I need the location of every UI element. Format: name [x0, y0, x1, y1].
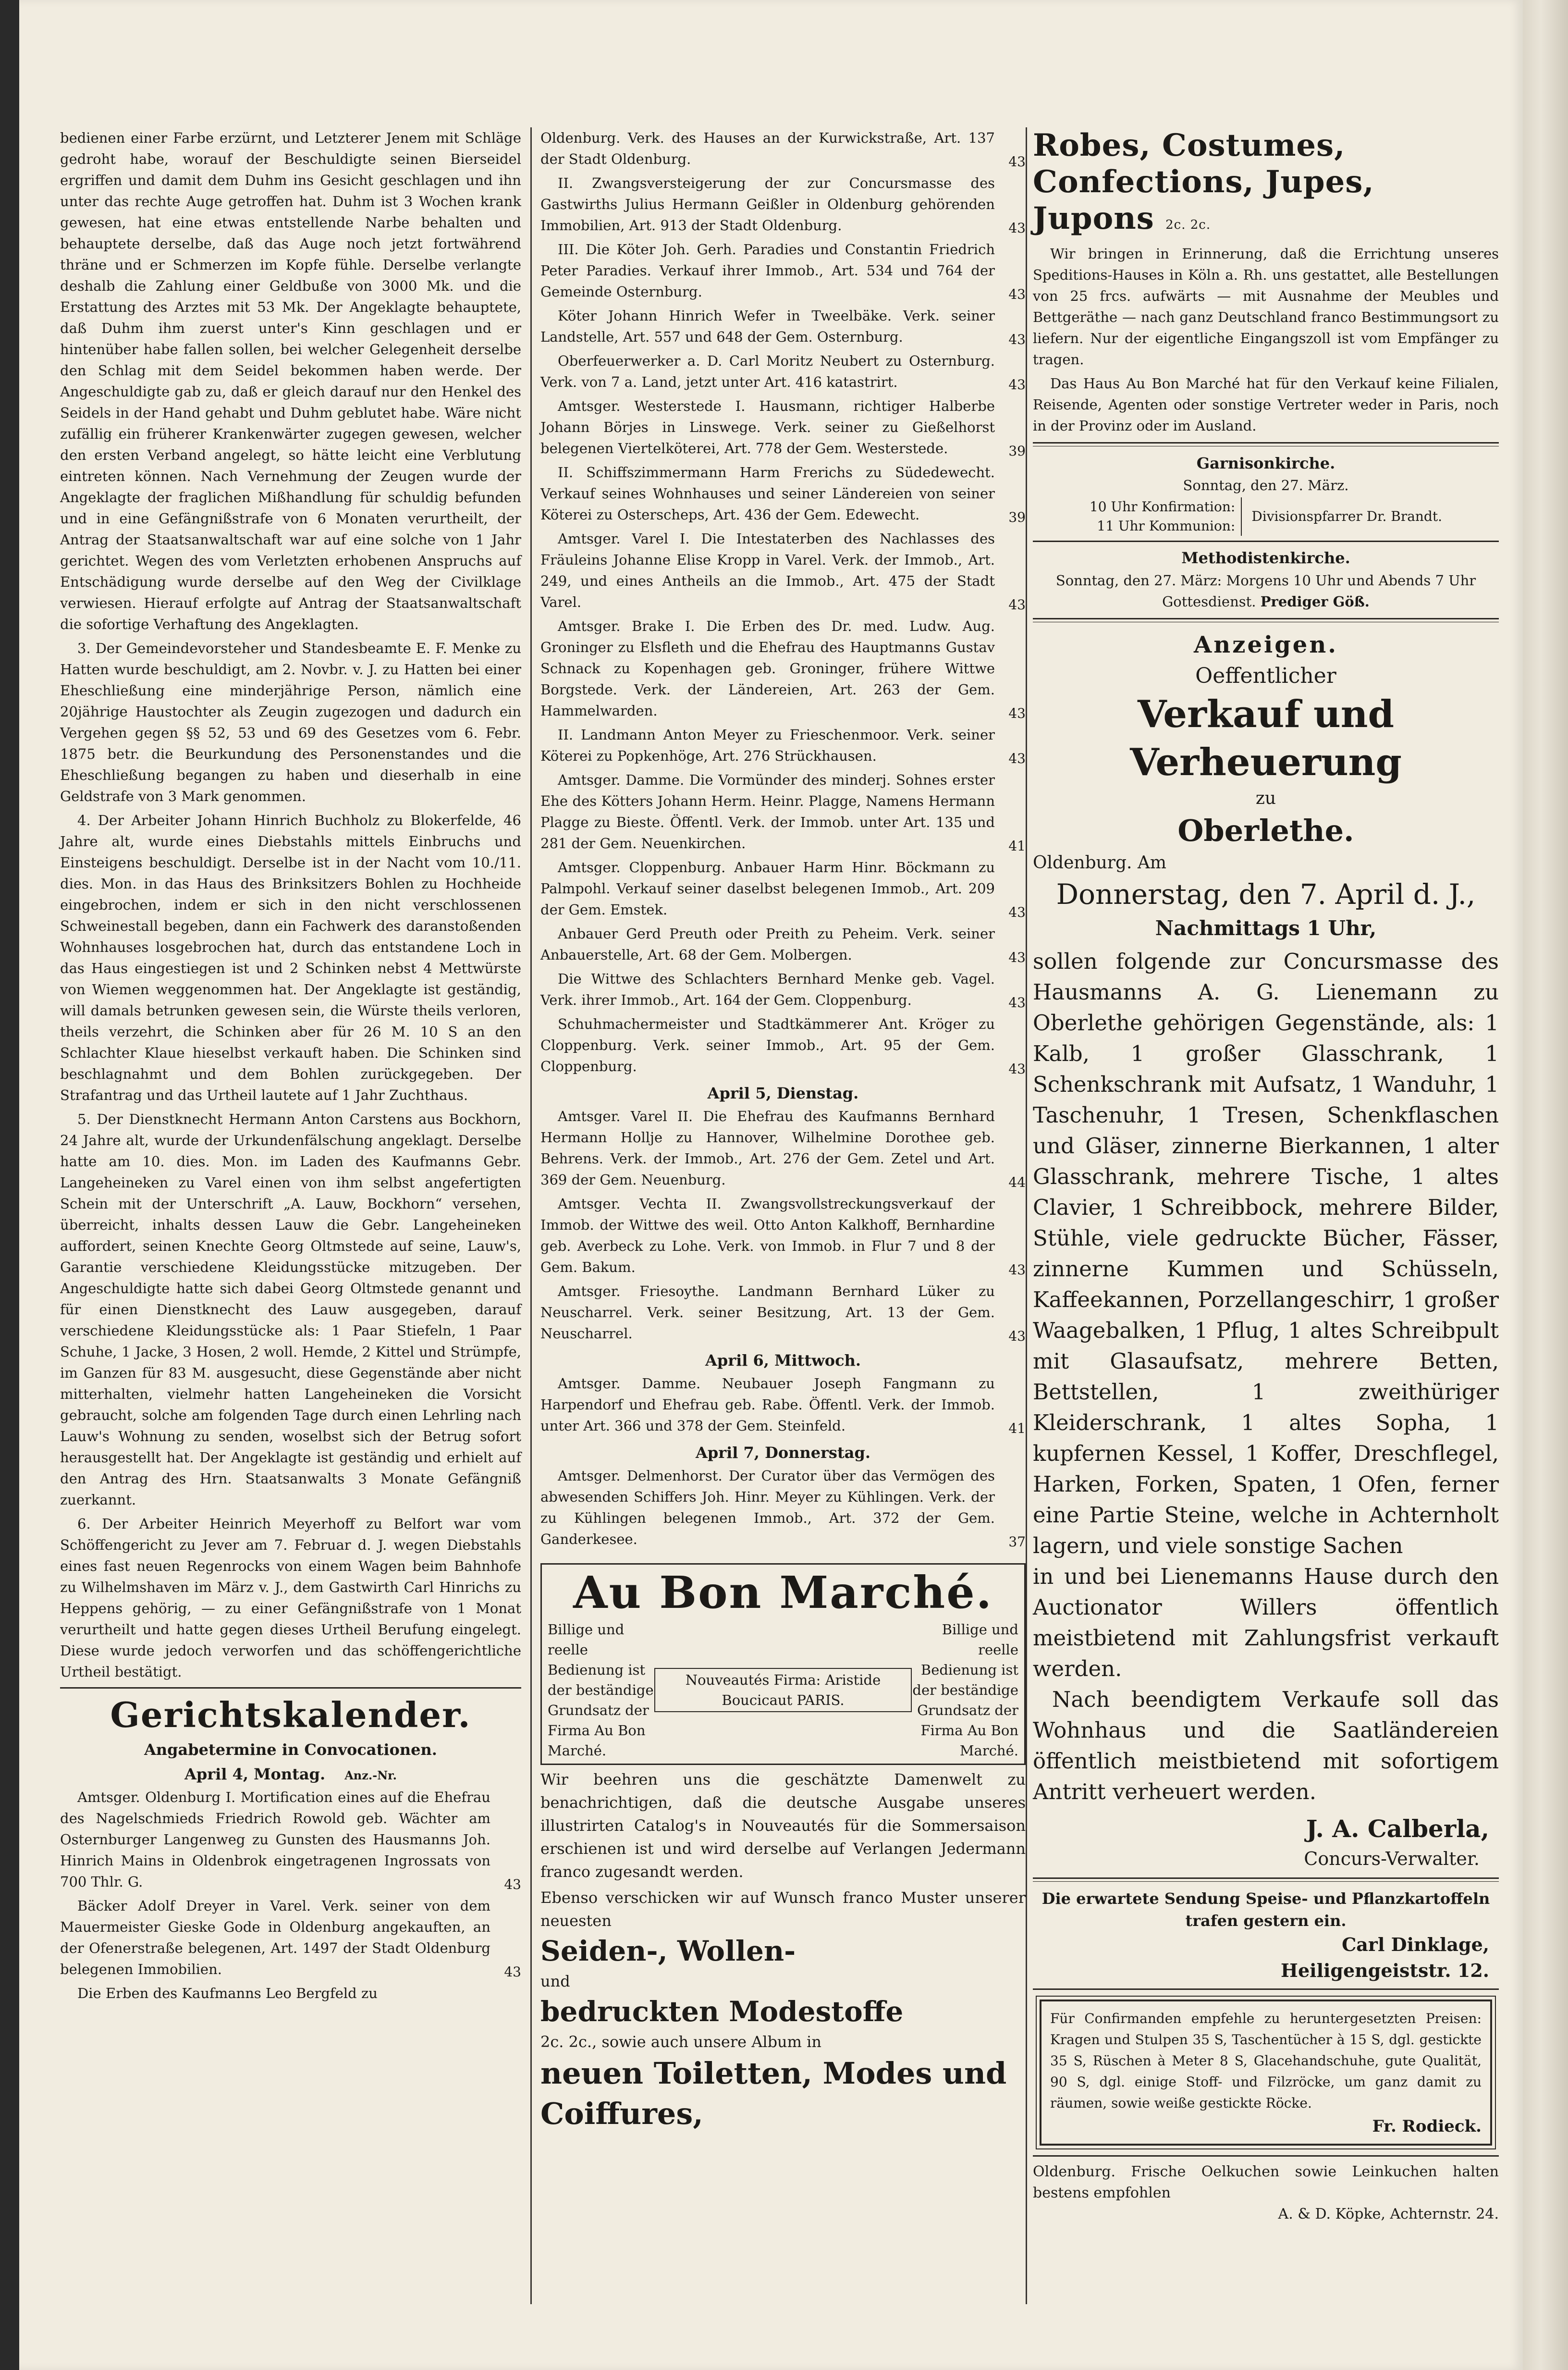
calendar-entry: Amtsger. Damme. Neubauer Joseph Fangmann zu Harpendorf und Ehefrau geb. Rabe. Öffentl. Verk. der Immob. unter Art. 366 und 378 der Gem. Steinfeld. — [540, 1375, 995, 1434]
divider — [1033, 2155, 1499, 2157]
divider — [1033, 618, 1499, 622]
calendar-entry: Amtsger. Varel II. Die Ehefrau des Kaufmanns Bernhard Hermann Hollje zu Hannover, Wilhelmine Dorothee geb. Behrens. Verk. der Immob., Art. 276 der Gem. Zetel und Art. 369 der Gem. Neuenburg. — [540, 1108, 995, 1188]
day-heading: April 5, Dienstag. — [707, 1084, 859, 1102]
calendar-entry: III. Die Köter Joh. Gerh. Paradies und Constantin Friedrich Peter Paradies. Verkauf ihrer Immob., Art. 534 und 764 der Gemeinde Osternburg. — [540, 241, 995, 300]
calendar-entry: Schuhmachermeister und Stadtkämmerer Ant. Kröger zu Cloppenburg. Verk. seiner Immob., Art. 95 der Gem. Cloppenburg. — [540, 1016, 995, 1074]
robes-advert-title — [1033, 127, 1499, 243]
auction-city: Oldenburg. Am — [1033, 853, 1167, 873]
oilcake-advert-text: Oldenburg. Frische Oelkuchen sowie Leinkuchen halten bestens empfohlen — [1033, 2163, 1499, 2201]
calendar-entry-row — [540, 724, 1026, 769]
court-report-paragraph: 4. Der Arbeiter Johann Hinrich Buchholz zu Blokerfelde, 46 Jahre alt, wurde eines Diebstahls mittels Einbruchs und Einsteigens beschuldigt. Derselbe ist in der Nacht vom 10./11. dies. Mon. in das Haus des Brinksitzers Bohlen zu Hochheide eingebrochen, indem er sich in den nicht verschlossenen Schweinestall begeben, dann ein Fachwerk des daranstoßenden Wohnhauses losgebrochen hat, durch das entstandene Loch in das Haus eingestiegen ist und 2 Schinken nebst 4 Mettwürste von Wiemen weggenommen hat. Der Angeklagte ist geständig, will damals betrunken gewesen sein, die Würste theils verloren, theils verzehrt, die Schinken aber für 26 M. 10 S an den Schlachter Klaue hieselbst verkauft haben. Die Schinken sind beschlagnahmt und dem Bohlen zurückgegeben. Der Strafantrag und das Urtheil lautete auf 1 Jahr Zuchthaus. — [60, 812, 521, 1103]
auction-body: sollen folgende zur Concursmasse des Hausmanns A. G. Lienemann zu Oberlethe gehörigen Gegenstände, als: 1 Kalb, 1 großer Glasschrank, 1 Schenkschrank mit Aufsatz, 1 Wanduhr, 1 Taschenuhr, 1 Tresen, Schenkflaschen und Gläser, zinnerne Bierkannen, 1 alter Glasschrank, mehrere Tische, 1 altes Clavier, 1 Schreibbock, mehrere Bilder, Stühle, viele gedruckte Bücher, Fässer, zinnerne Kummen und Schüsseln, Kaffeekannen, Porzellangeschirr, 1 großer Waagebalken, 1 Pflug, 1 altes Schreibpult mit Glasaufsatz, mehrere Betten, Bettstellen, 1 zweithüriger Kleiderschrank, 1 altes Sopha, 1 kupfernen Kessel, 1 Koffer, Dreschflegel, Harken, Forken, Spaten, 1 Ofen, ferner eine Partie Steine, welche in Achternholt lagern, und viele sonstige Sachen — [1033, 949, 1499, 1558]
court-report-paragraph: 3. Der Gemeindevorsteher und Standesbeamte E. F. Menke zu Hatten wurde beschuldigt, am 2. Novbr. v. J. zu Hatten bei einer Eheschließung eine minderjährige Person, nämlich eine 20jährige Haustochter als Zeugin zugezogen und dadurch ein Vergehen gegen §§ 52, 53 und 69 des Gesetzes vom 6. Febr. 1875 betr. die Beurkundung des Personenstandes und die Eheschließung begangen zu haben und dieserhalb in eine Geldstrafe von 3 Mark genommen. — [60, 640, 521, 804]
robes-etc: 2c. 2c. — [1165, 218, 1211, 232]
calendar-entry-row — [540, 350, 1026, 395]
entry-number: 43 — [1008, 995, 1026, 1011]
divider — [1033, 1988, 1499, 1990]
newspaper-page — [19, 0, 1523, 2370]
entry-number: 43 — [1008, 154, 1026, 170]
advert-highlight: neuen Toiletten, Modes und Coiffures, — [540, 2056, 1007, 2131]
day-heading: April 4, Montag. — [184, 1765, 326, 1783]
church-schedule-text — [1033, 570, 1499, 612]
confirmation-advert-text: Für Confirmanden empfehle zu heruntergesetzten Preisen: Kragen und Stulpen 35 S, Taschentücher à 15 S, dgl. gestickte 35 S, Rüschen à Meter 8 S, Glacehandschuhe, gute Qualität, 90 S, dgl. einige Stoff- und Filzröcke, um ganz damit zu räumen, sowie weiße gestickte Röcke. — [1050, 2011, 1482, 2111]
entry-number: 43 — [1008, 220, 1026, 236]
calendar-entry-row — [540, 1281, 1026, 1347]
entry-number: 39 — [1008, 509, 1026, 525]
advert-title: Au Bon Marché. — [573, 1567, 993, 1618]
entry-number: 41 — [1008, 1420, 1026, 1436]
auction-body: in und bei Lienemanns Hause durch den Auctionator Willers öffentlich meistbietend mit Zahlungsfrist verkauft werden. — [1033, 1564, 1499, 1681]
entry-number: 43 — [1008, 950, 1026, 965]
potato-advert-text: Die erwartete Sendung Speise- und Pflanzkartoffeln trafen gestern ein. — [1041, 1889, 1490, 1930]
calendar-entry: Amtsger. Friesoythe. Landmann Bernhard Lüker zu Neuscharrel. Verk. seiner Besitzung, Art. 13 der Gem. Neuscharrel. — [540, 1283, 995, 1342]
calendar-entry: Die Wittwe des Schlachters Bernhard Menke geb. Vagel. Verk. ihrer Immob., Art. 164 der Gem. Cloppenburg. — [540, 971, 995, 1008]
calendar-entry: Oldenburg. Verk. des Hauses an der Kurwickstraße, Art. 137 der Stadt Oldenburg. — [540, 130, 995, 167]
schedule-line: 11 Uhr Kommunion: — [1097, 518, 1236, 534]
church-title: Garnisonkirche. — [1196, 454, 1335, 472]
calendar-entry-row — [540, 462, 1026, 528]
calendar-entry-row — [540, 528, 1026, 616]
entry-number: 43 — [504, 1876, 521, 1892]
court-report-paragraph: 6. Der Arbeiter Heinrich Meyerhoff zu Belfort war vom Schöffengericht zu Jever am 7. Februar d. J. wegen Diebstahls eines fast neuen Regenrocks von einem Wagen beim Bahnhofe zu Wilhelmshaven im März v. J., dem Gastwirth Carl Hinrichs zu Heppens gehörig, — zu einer Gefängnißstrafe von 1 Monat verurtheilt und hatte gegen dieses Urtheil Berufung eingelegt. Diese wurde jedoch verworfen und das schöffengerichtliche Urtheil bestätigt. — [60, 1516, 521, 1680]
potato-advert-name: Carl Dinklage, — [1342, 1934, 1489, 1955]
calendar-entry-row — [540, 305, 1026, 350]
advert-body: 2c. 2c., sowie auch unsere Album in — [540, 2033, 822, 2051]
court-calendar-subtitle: Angabetermine in Convocationen. — [144, 1740, 437, 1759]
robes-advert-body: Das Haus Au Bon Marché hat für den Verkauf keine Filialen, Reisende, Agenten oder sonstige Vertreter weder in Paris, noch in der Provinz oder im Ausland. — [1033, 375, 1499, 434]
column-divider — [530, 127, 532, 2304]
confirmation-advert-box — [1040, 2000, 1492, 2146]
ad-number-label: Anz.-Nr. — [344, 1768, 397, 1782]
calendar-entry: Amtsger. Delmenhorst. Der Curator über das Vermögen des abwesenden Schiffers Joh. Hinr. Meyer zu Kühlingen. Verk. der zu Kühlingen belegenen Immob., Art. 372 der Gem. Ganderkesee. — [540, 1468, 995, 1547]
church-title: Methodistenkirche. — [1181, 549, 1350, 567]
advert-side-text: Billige und reelle Bedienung ist der beständige Grundsatz der Firma Au Bon Marché. — [912, 1621, 1018, 1759]
calendar-entry-row — [540, 616, 1026, 724]
calendar-entry-row — [540, 239, 1026, 305]
calendar-entry: Die Erben des Kaufmanns Leo Bergfeld zu — [77, 1985, 378, 2001]
schedule-line: 10 Uhr Konfirmation: — [1089, 499, 1236, 515]
calendar-entry: Amtsger. Damme. Die Vormünder des minderj. Sohnes erster Ehe des Kötters Johann Herm. Heinr. Plagge, Namens Hermann Plagge zu Bieste. Öffentl. Verk. der Immob. unter Art. 135 und 281 der Gem. Neuenkirchen. — [540, 772, 995, 852]
auction-kicker: Oeffentlicher — [1195, 664, 1336, 688]
calendar-entry-row — [540, 1373, 1026, 1439]
calendar-entry: Bäcker Adolf Dreyer in Varel. Verk. seiner von dem Mauermeister Gieske Gode in Oldenburg angekauften, an der Ofenerstraße belegenen, Art. 1497 der Stadt Oldenburg belegenen Immobilien. — [60, 1898, 490, 1977]
bon-marche-advert — [540, 1563, 1026, 1765]
church-schedule — [1033, 497, 1499, 536]
column-2 — [540, 127, 1026, 2134]
advert-firm-box: Nouveautés Firma: Aristide Boucicaut PARIS. — [654, 1668, 912, 1712]
page-edge — [1523, 0, 1568, 2370]
auction-zu: zu — [1255, 789, 1276, 808]
entry-number: 43 — [1008, 332, 1026, 347]
advert-side-text: Billige und reelle Bedienung ist der beständige Grundsatz der Firma Au Bon Marché. — [548, 1621, 654, 1759]
calendar-entry-row — [540, 395, 1026, 462]
calendar-entry-row — [540, 857, 1026, 923]
entry-number: 43 — [1008, 751, 1026, 766]
robes-title-text: Robes, Costumes, Confections, Jupes, Jupons — [1033, 127, 1374, 236]
divider — [1033, 442, 1499, 446]
entry-number: 41 — [1008, 838, 1026, 854]
column-1 — [60, 127, 521, 2007]
divider — [1033, 541, 1499, 542]
entry-number: 44 — [1008, 1174, 1026, 1190]
calendar-entry: Amtsger. Westerstede I. Hausmann, richtiger Halberbe Johann Börjes in Linswege. Verk. seiner zu Gießelhorst belegenen Viertelköterei, Art. 778 der Gem. Westerstede. — [540, 398, 995, 457]
calendar-entry: Amtsger. Cloppenburg. Anbauer Harm Hinr. Böckmann zu Palmpohl. Verkauf seiner daselbst belegenen Immob., Art. 209 der Gem. Emstek. — [540, 859, 995, 918]
calendar-entry-row — [540, 173, 1026, 239]
calendar-entry: II. Landmann Anton Meyer zu Frieschenmoor. Verk. seiner Köterei zu Popkenhöge, Art. 276 Strückhausen. — [540, 727, 995, 764]
column-divider — [1026, 127, 1027, 2304]
entry-number: 43 — [1008, 1061, 1026, 1077]
day-heading: April 6, Mittwoch. — [705, 1351, 861, 1370]
calendar-entry-row — [540, 1193, 1026, 1281]
auction-title: Verkauf und Verheuerung — [1130, 692, 1402, 784]
divider — [1033, 1877, 1499, 1882]
advert-highlight: bedruckten Modestoffe — [540, 1995, 904, 2028]
calendar-entry-row — [540, 968, 1026, 1013]
entry-number: 43 — [1008, 904, 1026, 920]
calendar-entry: Amtsger. Vechta II. Zwangsvollstreckungsverkauf der Immob. der Wittwe des weil. Otto Anton Kalkhoff, Bernhardine geb. Averbeck zu Lohe. Verk. von Immob. in Flur 7 und 8 der Gem. Bakum. — [540, 1196, 995, 1275]
entry-number: 43 — [1008, 1328, 1026, 1344]
advert-body: Wir beehren uns die geschätzte Damenwelt zu benachrichtigen, daß die deutsche Ausgabe unseres illustrirten Catalog's in Nouveautés für die Sommersaison erschienen ist und wird derselbe auf Verlangen Jedermann franco zugesandt werden. — [540, 1770, 1026, 1881]
preacher-name: Prediger Göß. — [1260, 593, 1370, 610]
auction-signature: J. A. Calberla, — [1306, 1815, 1489, 1843]
auction-date: Donnerstag, den 7. April d. J., — [1056, 878, 1476, 911]
potato-advert-address: Heiligengeiststr. 12. — [1281, 1960, 1489, 1981]
day-heading: April 7, Donnerstag. — [696, 1444, 870, 1462]
entry-number: 43 — [1008, 1262, 1026, 1278]
calendar-entry: Amtsger. Brake I. Die Erben des Dr. med. Ludw. Aug. Groninger zu Elsfleth und die Ehefrau des Hauptmanns Gustav Schnack zu Kopenhagen geb. Groninger, frühere Wittwe Borgstede. Verk. der Ländereien, Art. 263 der Gem. Hammelwarden. — [540, 618, 995, 719]
calendar-entry: II. Zwangsversteigerung der zur Concursmasse des Gastwirths Julius Hermann Geißler in Oldenburg gehörenden Immobilien, Art. 913 der Stadt Oldenburg. — [540, 175, 995, 234]
pastor-name: Divisionspfarrer Dr. Brandt. — [1251, 508, 1443, 524]
advert-highlight: Seiden-, Wollen- — [540, 1935, 796, 1967]
entry-number: 43 — [1008, 705, 1026, 721]
entry-number: 43 — [504, 1964, 521, 1980]
advert-body: und — [540, 1972, 570, 1990]
entry-number: 43 — [1008, 377, 1026, 393]
calendar-entry-row — [540, 1106, 1026, 1193]
calendar-entry: Anbauer Gerd Preuth oder Preith zu Peheim. Verk. seiner Anbauerstelle, Art. 68 der Gem. Molbergen. — [540, 926, 995, 963]
entry-number: 43 — [1008, 597, 1026, 613]
oilcake-advert-signature: A. & D. Köpke, Achternstr. 24. — [1278, 2206, 1499, 2222]
schedule-text: Sonntag, den 27. März: Morgens 10 Uhr und Abends 7 Uhr Gottesdienst. — [1055, 572, 1476, 610]
calendar-entry: Oberfeuerwerker a. D. Carl Moritz Neubert zu Osternburg. Verk. von 7 a. Land, jetzt unter Art. 416 katastrirt. — [540, 353, 995, 390]
column-3 — [1033, 127, 1499, 2225]
calendar-entry-row — [540, 1465, 1026, 1553]
calendar-entry-row — [540, 127, 1026, 173]
divider — [60, 1687, 521, 1689]
confirmation-advert-signature: Fr. Rodieck. — [1372, 2117, 1482, 2136]
robes-advert-body: Wir bringen in Erinnerung, daß die Errichtung unseres Speditions-Hauses in Köln a. Rh. uns gestattet, alle Bestellungen von 25 frcs. aufwärts — mit Ausnahme der Meubles und Bettgeräthe — nach ganz Deutschland franco Bestimmungsort zu liefern. Nur der eigentliche Eingangszoll ist vom Empfänger zu tragen. — [1033, 246, 1499, 368]
calendar-entry: II. Schiffszimmermann Harm Frerichs zu Südedewecht. Verkauf seines Wohnhauses und seiner Ländereien von seiner Köterei zu Osterscheps, Art. 436 der Gem. Edewecht. — [540, 464, 995, 523]
calendar-entry: Amtsger. Varel I. Die Intestaterben des Nachlasses des Fräuleins Johanne Elise Kropp in Varel. Verk. der Immob., Art. 249, und eines Antheils an die Immob., Art. 475 der Stadt Varel. — [540, 531, 995, 610]
calendar-entry-row — [540, 769, 1026, 857]
auction-time: Nachmittags 1 Uhr, — [1155, 916, 1377, 940]
entry-number: 37 — [1008, 1534, 1026, 1550]
calendar-entry-row — [540, 1013, 1026, 1080]
auction-signature-title: Concurs-Verwalter. — [1304, 1848, 1480, 1869]
auction-place: Oberlethe. — [1177, 813, 1354, 848]
calendar-entry: Amtsger. Oldenburg I. Mortification eines auf die Ehefrau des Nagelschmieds Friedrich Rowold geb. Wächter am Osternburger Langenweg zu Gunsten des Hausmanns Joh. Hinrich Mains in Oldenbrok eingetragenen Ingrossats von 700 Thlr. G. — [60, 1789, 490, 1890]
auction-body: Nach beendigtem Verkaufe soll das Wohnhaus und die Saatländereien öffentlich meistbietend mit sofortigem Antritt verheuert werden. — [1033, 1687, 1499, 1804]
advert-body: Ebenso verschicken wir auf Wunsch franco Muster unserer neuesten — [540, 1889, 1026, 1930]
court-report-paragraph: bedienen einer Farbe erzürnt, und Letzterer Jenem mit Schläge gedroht habe, worauf der Beschuldigte seinen Bierseidel ergriffen und damit dem Duhm ins Gesicht geschlagen und ihn unter das rechte Auge getroffen hat. Duhm ist 3 Wochen krank gewesen, hat eine etwas entstellende Narbe behalten und behauptete derselbe, daß das Auge noch jetzt fortwährend thräne und er Schmerzen im Kopfe fühle. Derselbe verlangte deshalb die Zahlung einer Geldbuße von 3000 Mk. und die Erstattung des Arztes mit 53 Mk. Der Angeklagte behauptete, daß Duhm ihm zuerst unter's Kinn geschlagen und er hintenüber habe fallen sollen, bei welcher Gelegenheit derselbe den Schlag mit dem Seidel bekommen haben werde. Der Angeschuldigte gab zu, daß er gleich darauf nur den Henkel des Seidels in der Hand gehabt und Duhm geblutet habe. Wäre nicht zufällig ein früherer Krankenwärter zugegen gewesen, welcher den ersten Verband angelegt, so hätte leicht eine Verblutung eintreten können. Nach Vernehmung der Zeugen wurde der Angeklagte der fraglichen Mißhandlung für schuldig befunden und in eine Gefängnißstrafe von 6 Monaten verurtheilt, der Antrag der Staatsanwaltschaft war auf eine solche von 1 Jahr gerichtet. Wegen des vom Verletzten erhobenen Anspruchs auf Entschädigung wurde derselbe auf den Weg der Civilklage verwiesen. Hierauf erfolgte auf Antrag der Staatsanwaltschaft die sofortige Verhaftung des Angeklagten. — [60, 130, 521, 632]
calendar-entry: Köter Johann Hinrich Wefer in Tweelbäke. Verk. seiner Landstelle, Art. 557 und 648 der Gem. Osternburg. — [540, 308, 995, 345]
church-date: Sonntag, den 27. März. — [1183, 477, 1349, 494]
court-report-paragraph: 5. Der Dienstknecht Hermann Anton Carstens aus Bockhorn, 24 Jahre alt, wurde der Urkundenfälschung angeklagt. Derselbe hatte am 10. dies. Mon. im Laden des Kaufmanns Gebr. Langeheineken zu Varel einen von ihm selbst angefertigten Schein mit der Unterschrift „A. Lauw, Bockhorn“ versehen, überreicht, inhalts dessen Lauw die Gebr. Langeheineken auffordert, seinen Knechte Georg Oltmstede auf seine, Lauw's, Garantie verschiedene Kleidungsstücke mitzugeben. Der Angeschuldigte hatte sich dabei Georg Oltmstede genannt und für einen Dienstknecht des Lauw ausgegeben, darauf verschiedene Kleidungsstücke als: 1 Paar Stiefeln, 1 Paar Schuhe, 1 Jacke, 3 Hosen, 2 woll. Hemde, 2 Kittel und Strümpfe, im Ganzen für 83 M. ausgesucht, diese Gegenstände aber nicht mitterhalten, vielmehr hatten Langeheineken die Vorsicht gebraucht, solche am folgenden Tage durch einen Lehrling nach Lauw's Wohnung zu senden, woselbst sich der Betrug sofort herausgestellt hat. Der Angeklagte ist geständig und erhielt auf den Antrag des Hrn. Staatsanwalts 3 Monate Gefängniß zuerkannt. — [60, 1111, 521, 1508]
entry-number: 43 — [1008, 286, 1026, 302]
ads-heading: Anzeigen. — [1194, 631, 1338, 658]
calendar-entry-row — [540, 923, 1026, 968]
court-calendar-title: Gerichtskalender. — [110, 1694, 471, 1735]
entry-number: 39 — [1008, 443, 1026, 459]
